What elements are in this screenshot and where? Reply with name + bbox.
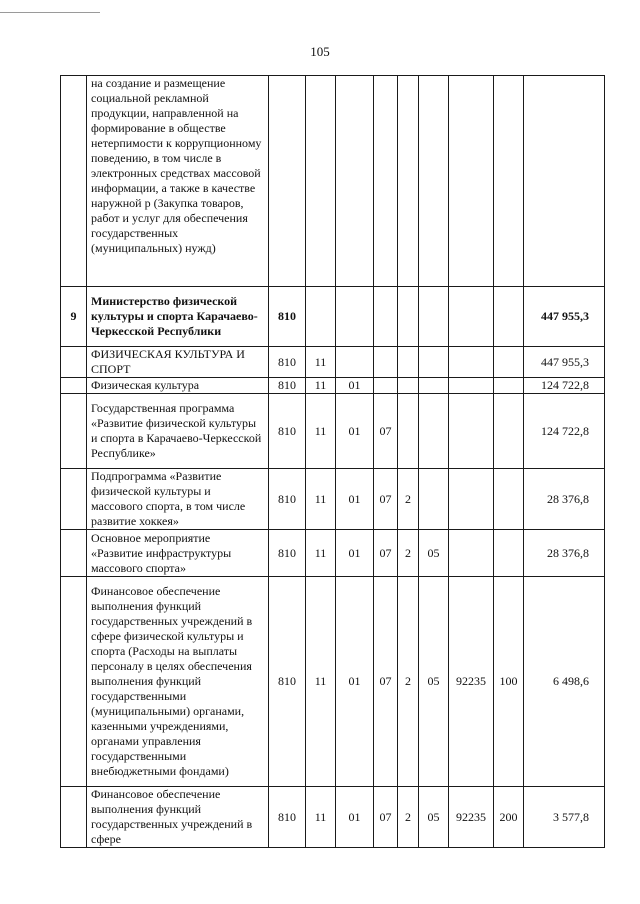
expense-type-cell bbox=[494, 530, 524, 577]
ministry-code-cell: 810 bbox=[269, 287, 306, 347]
subsection-code-cell bbox=[336, 76, 374, 287]
table-row bbox=[61, 347, 605, 378]
section-code-cell: 11 bbox=[306, 530, 336, 577]
ministry-code-cell: 810 bbox=[269, 577, 306, 787]
direction-code-cell bbox=[449, 469, 494, 530]
row-number-cell bbox=[61, 530, 87, 577]
direction-code-cell bbox=[449, 378, 494, 394]
program-code-cell bbox=[374, 378, 398, 394]
subprogram-code-cell: 2 bbox=[398, 577, 419, 787]
page-number: 105 bbox=[310, 44, 330, 59]
item-name-cell: Финансовое обеспечение выполнения функций государственных учреждений в сфере физической культуры и спорта (Расходы на выплаты персоналу в целях обеспечения выполнения функций государственными (муниципальными) органами, казенными учреждениями, органами управления государственными внебюджетными фондами) bbox=[87, 577, 269, 787]
row-number-cell bbox=[61, 787, 87, 848]
ministry-code-cell: 810 bbox=[269, 787, 306, 848]
item-name-cell: Физическая культура bbox=[87, 378, 269, 394]
expense-type-cell bbox=[494, 469, 524, 530]
subprogram-code-cell bbox=[398, 76, 419, 287]
subprogram-code-cell bbox=[398, 287, 419, 347]
section-code-cell: 11 bbox=[306, 787, 336, 848]
activity-code-cell bbox=[419, 469, 449, 530]
amount-cell bbox=[524, 76, 605, 287]
program-code-cell: 07 bbox=[374, 787, 398, 848]
ministry-code-cell: 810 bbox=[269, 347, 306, 378]
ministry-code-cell bbox=[269, 76, 306, 287]
subsection-code-cell: 01 bbox=[336, 469, 374, 530]
activity-code-cell: 05 bbox=[419, 530, 449, 577]
subprogram-code-cell bbox=[398, 394, 419, 469]
subprogram-code-cell: 2 bbox=[398, 530, 419, 577]
program-code-cell bbox=[374, 347, 398, 378]
activity-code-cell bbox=[419, 76, 449, 287]
expense-type-cell bbox=[494, 287, 524, 347]
subprogram-code-cell bbox=[398, 378, 419, 394]
subsection-code-cell: 01 bbox=[336, 530, 374, 577]
row-number-cell bbox=[61, 577, 87, 787]
program-code-cell: 07 bbox=[374, 394, 398, 469]
activity-code-cell bbox=[419, 287, 449, 347]
subprogram-code-cell: 2 bbox=[398, 469, 419, 530]
amount-cell: 3 577,8 bbox=[524, 787, 605, 848]
expense-type-cell bbox=[494, 394, 524, 469]
item-name-cell: Подпрограмма «Развитие физической культуры и массового спорта, в том числе развитие хоккея» bbox=[87, 469, 269, 530]
program-code-cell: 07 bbox=[374, 577, 398, 787]
amount-cell: 447 955,3 bbox=[524, 287, 605, 347]
amount-cell: 447 955,3 bbox=[524, 347, 605, 378]
section-code-cell bbox=[306, 287, 336, 347]
subsection-code-cell: 01 bbox=[336, 378, 374, 394]
amount-cell: 124 722,8 bbox=[524, 394, 605, 469]
ministry-code-cell: 810 bbox=[269, 530, 306, 577]
subsection-code-cell: 01 bbox=[336, 787, 374, 848]
expense-type-cell bbox=[494, 347, 524, 378]
row-number-cell bbox=[61, 378, 87, 394]
table-row bbox=[61, 378, 605, 394]
activity-code-cell bbox=[419, 378, 449, 394]
row-number-cell bbox=[61, 76, 87, 287]
direction-code-cell bbox=[449, 287, 494, 347]
table-row bbox=[61, 287, 605, 347]
subsection-code-cell bbox=[336, 347, 374, 378]
direction-code-cell bbox=[449, 530, 494, 577]
budget-table bbox=[60, 75, 605, 848]
row-number-cell bbox=[61, 394, 87, 469]
section-code-cell: 11 bbox=[306, 378, 336, 394]
direction-code-cell bbox=[449, 347, 494, 378]
item-name-cell: Основное мероприятие «Развитие инфраструктуры массового спорта» bbox=[87, 530, 269, 577]
amount-cell: 124 722,8 bbox=[524, 378, 605, 394]
program-code-cell bbox=[374, 76, 398, 287]
item-name-cell: Финансовое обеспечение выполнения функций государственных учреждений в сфере bbox=[87, 787, 269, 848]
scan-crop-mark bbox=[0, 0, 100, 13]
program-code-cell: 07 bbox=[374, 530, 398, 577]
item-name-cell: ФИЗИЧЕСКАЯ КУЛЬТУРА И СПОРТ bbox=[87, 347, 269, 378]
subsection-code-cell: 01 bbox=[336, 577, 374, 787]
section-code-cell: 11 bbox=[306, 577, 336, 787]
row-number-cell bbox=[61, 469, 87, 530]
item-name-cell: на создание и размещение социальной рекламной продукции, направленной на формирование в обществе нетерпимости к коррупционному поведению, в том числе в электронных средствах массовой информации, а также в качестве наружной р (Закупка товаров, работ и услуг для обеспечения государственных (муниципальных) нужд) bbox=[87, 76, 269, 287]
table-row bbox=[61, 394, 605, 469]
table-row bbox=[61, 76, 605, 287]
amount-cell: 6 498,6 bbox=[524, 577, 605, 787]
item-name-cell: Министерство физической культуры и спорта Карачаево-Черкесской Республики bbox=[87, 287, 269, 347]
item-name-cell: Государственная программа «Развитие физической культуры и спорта в Карачаево-Черкесской Республике» bbox=[87, 394, 269, 469]
ministry-code-cell: 810 bbox=[269, 394, 306, 469]
program-code-cell: 07 bbox=[374, 469, 398, 530]
expense-type-cell: 200 bbox=[494, 787, 524, 848]
expense-type-cell: 100 bbox=[494, 577, 524, 787]
section-code-cell: 11 bbox=[306, 469, 336, 530]
direction-code-cell bbox=[449, 76, 494, 287]
row-number-cell: 9 bbox=[61, 287, 87, 347]
table-row bbox=[61, 530, 605, 577]
activity-code-cell: 05 bbox=[419, 577, 449, 787]
table-row bbox=[61, 469, 605, 530]
section-code-cell: 11 bbox=[306, 394, 336, 469]
program-code-cell bbox=[374, 287, 398, 347]
section-code-cell bbox=[306, 76, 336, 287]
direction-code-cell: 92235 bbox=[449, 577, 494, 787]
subsection-code-cell bbox=[336, 287, 374, 347]
ministry-code-cell: 810 bbox=[269, 469, 306, 530]
row-number-cell bbox=[61, 347, 87, 378]
expense-type-cell bbox=[494, 378, 524, 394]
expense-type-cell bbox=[494, 76, 524, 287]
subprogram-code-cell bbox=[398, 347, 419, 378]
activity-code-cell bbox=[419, 394, 449, 469]
direction-code-cell bbox=[449, 394, 494, 469]
table-row bbox=[61, 787, 605, 848]
activity-code-cell: 05 bbox=[419, 787, 449, 848]
direction-code-cell: 92235 bbox=[449, 787, 494, 848]
subprogram-code-cell: 2 bbox=[398, 787, 419, 848]
activity-code-cell bbox=[419, 347, 449, 378]
section-code-cell: 11 bbox=[306, 347, 336, 378]
amount-cell: 28 376,8 bbox=[524, 530, 605, 577]
amount-cell: 28 376,8 bbox=[524, 469, 605, 530]
ministry-code-cell: 810 bbox=[269, 378, 306, 394]
subsection-code-cell: 01 bbox=[336, 394, 374, 469]
table-row bbox=[61, 577, 605, 787]
